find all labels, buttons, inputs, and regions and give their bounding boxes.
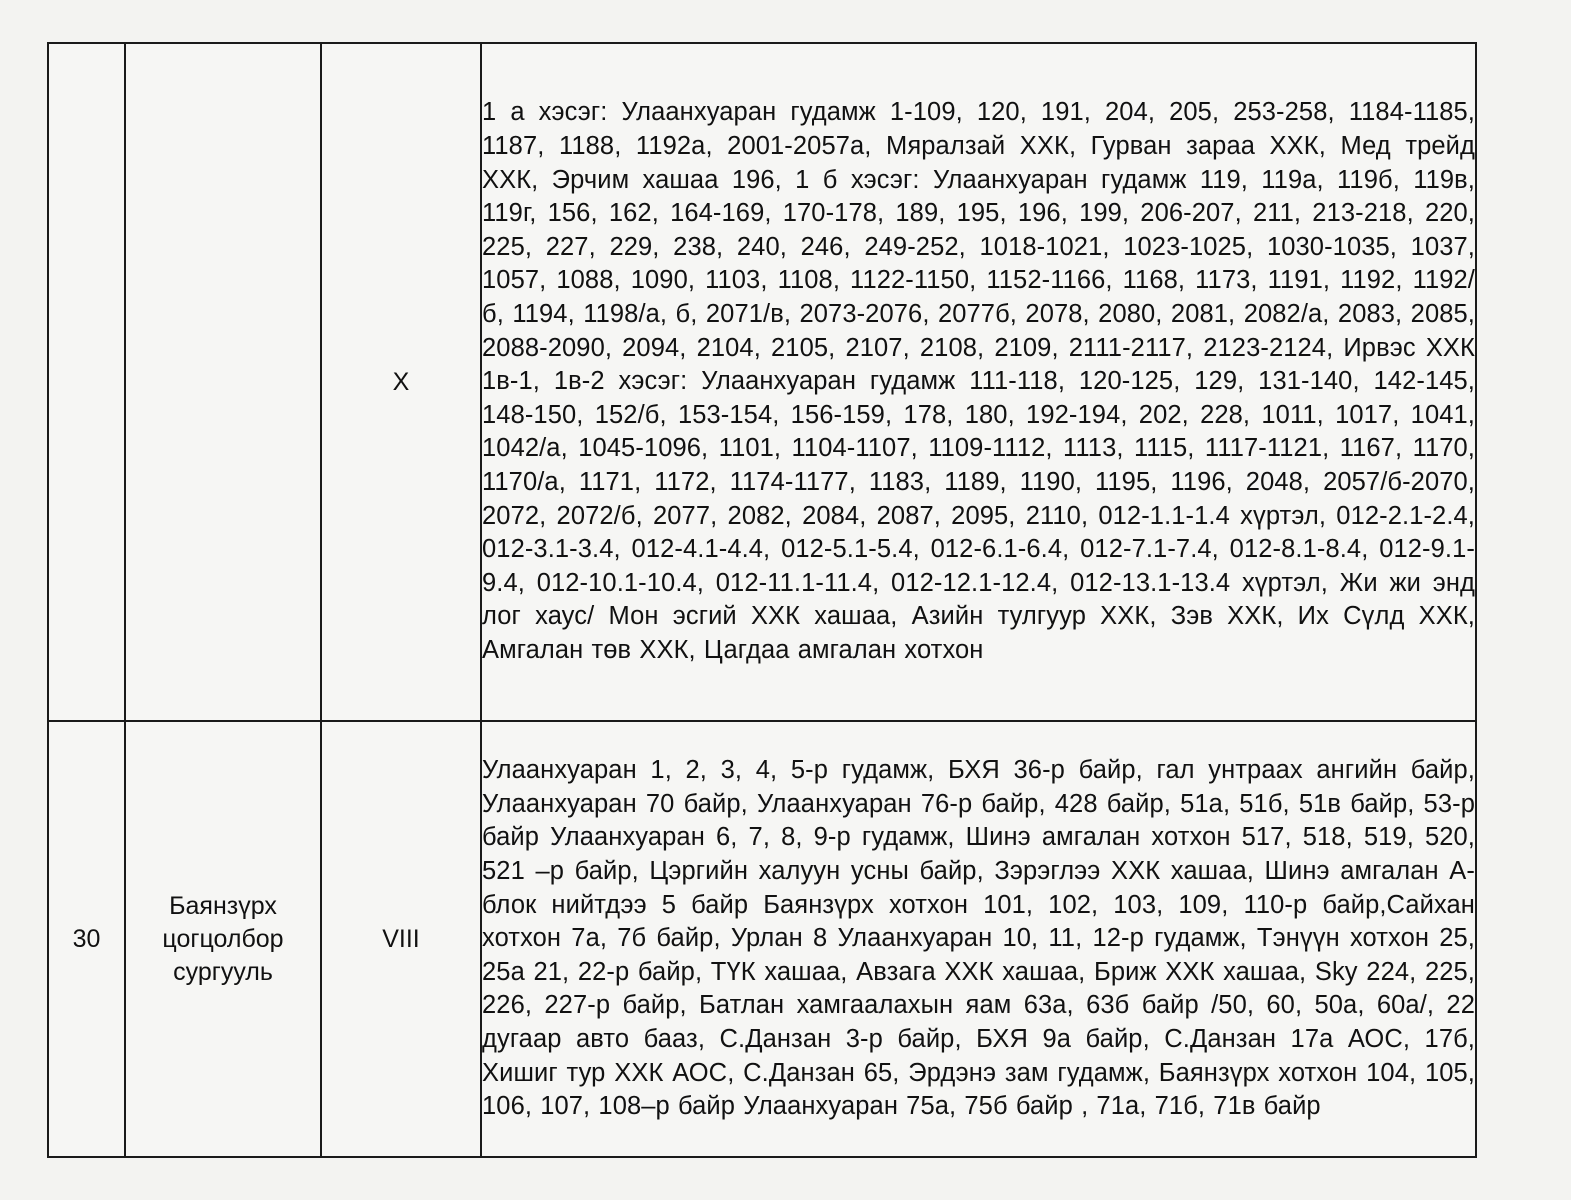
school-district-table [47, 42, 1477, 1158]
row-number-cell: 30 [48, 721, 125, 1157]
grade-cell: VIII [321, 721, 481, 1157]
grade-cell: X [321, 43, 481, 721]
table-row [48, 43, 1476, 721]
table-row [48, 721, 1476, 1157]
school-name-cell: Баянзүрх цогцолбор сургууль [125, 721, 321, 1157]
school-name-cell [125, 43, 321, 721]
address-list-cell: Улаанхуаран 1, 2, 3, 4, 5-р гудамж, БХЯ 36-р байр, гал унтраах ангийн байр, Улаанхуаран 70 байр, Улаанхуаран 76-р байр, 428 байр, 51а, 51б, 51в байр, 53-р байр Улаанхуаран 6, 7, 8, 9-р гудамж, Шинэ амгалан хотхон 517, 518, 519, 520, 521 –р байр, Цэргийн халуун усны байр, Зэрэглээ ХХК хашаа, Шинэ амгалан А-блок нийтдээ 5 байр Баянзүрх хотхон 101, 102, 103, 109, 110-р байр,Сайхан хотхон 7а, 7б байр, Урлан 8 Улаанхуаран 10, 11, 12-р гудамж, Тэнүүн хотхон 25, 25а 21, 22-р байр, ТҮК хашаа, Авзага ХХК хашаа, Бриж ХХК хашаа, Sky 224, 225, 226, 227-р байр, Батлан хамгаалахын яам 63а, 63б байр /50, 60, 50а, 60а/, 22 дугаар авто бааз, С.Данзан 3-р байр, БХЯ 9а байр, С.Данзан 17а АОС, 17б, Хишиг тур ХХК АОС, С.Данзан 65, Эрдэнэ зам гудамж, Баянзүрх хотхон 104, 105, 106, 107, 108–р байр Улаанхуаран 75а, 75б байр , 71а, 71б, 71в байр [481, 721, 1476, 1157]
address-list-cell: 1 а хэсэг: Улаанхуаран гудамж 1-109, 120, 191, 204, 205, 253-258, 1184-1185, 1187, 1188, 1192а, 2001-2057а, Мяралзай ХХК, Гурван зараа ХХК, Мед трейд ХХК, Эрчим хашаа 196, 1 б хэсэг: Улаанхуаран гудамж 119, 119а, 119б, 119в, 119г, 156, 162, 164-169, 170-178, 189, 195, 196, 199, 206-207, 211, 213-218, 220, 225, 227, 229, 238, 240, 246, 249-252, 1018-1021, 1023-1025, 1030-1035, 1037, 1057, 1088, 1090, 1103, 1108, 1122-1150, 1152-1166, 1168, 1173, 1191, 1192, 1192/б, 1194, 1198/а, б, 2071/в, 2073-2076, 2077б, 2078, 2080, 2081, 2082/а, 2083, 2085, 2088-2090, 2094, 2104, 2105, 2107, 2108, 2109, 2111-2117, 2123-2124, Ирвэс ХХК 1в-1, 1в-2 хэсэг: Улаанхуаран гудамж 111-118, 120-125, 129, 131-140, 142-145, 148-150, 152/б, 153-154, 156-159, 178, 180, 192-194, 202, 228, 1011, 1017, 1041, 1042/а, 1045-1096, 1101, 1104-1107, 1109-1112, 1113, 1115, 1117-1121, 1167, 1170, 1170/а, 1171, 1172, 1174-1177, 1183, 1189, 1190, 1195, 1196, 2048, 2057/б-2070, 2072, 2072/б, 2077, 2082, 2084, 2087, 2095, 2110, 012-1.1-1.4 хүртэл, 012-2.1-2.4, 012-3.1-3.4, 012-4.1-4.4, 012-5.1-5.4, 012-6.1-6.4, 012-7.1-7.4, 012-8.1-8.4, 012-9.1-9.4, 012-10.1-10.4, 012-11.1-11.4, 012-12.1-12.4, 012-13.1-13.4 хүртэл, Жи жи энд лог хаус/ Мон эсгий ХХК хашаа, Азийн тулгуур ХХК, Зэв ХХК, Их Сүлд ХХК, Амгалан төв ХХК, Цагдаа амгалан хотхон [481, 43, 1476, 721]
row-number-cell [48, 43, 125, 721]
